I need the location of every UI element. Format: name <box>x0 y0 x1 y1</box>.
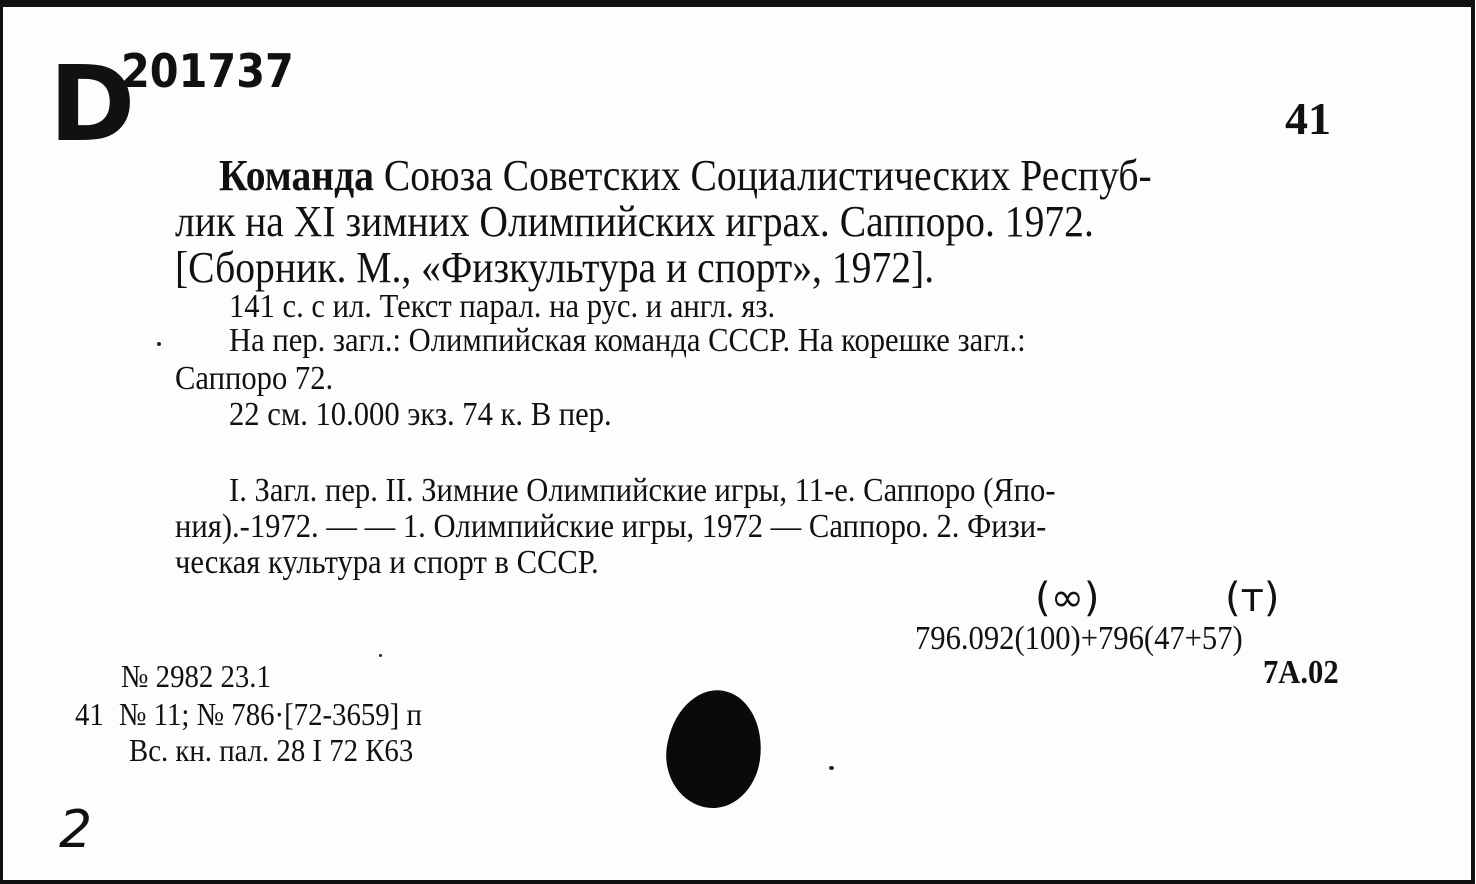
format-line: 22 см. 10.000 экз. 74 к. В пер. <box>229 396 612 433</box>
udc-code: 796.092(100)+796(47+57) <box>915 620 1243 657</box>
subjects-line-2: ния).-1972. — — 1. Олимпийские игры, 1972 — Саппоро. 2. Физи- <box>175 508 1047 545</box>
pages-line: 141 с. с ил. Текст парал. на рус. и англ. яз. <box>229 288 776 325</box>
registry-line-2: № 11; № 786·[72-3659] п <box>119 696 422 732</box>
registry-line-1: № 2982 23.1 <box>121 658 271 694</box>
title-line-1 <box>219 151 1152 200</box>
speck <box>379 654 382 657</box>
subjects-line-1: I. Загл. пер. II. Зимние Олимпийские игры, 11-е. Саппоро (Япо- <box>229 472 1056 509</box>
stamp-letter: D <box>49 43 134 165</box>
title-lead: Команда <box>219 151 374 200</box>
speck <box>157 342 161 346</box>
registry-line-3: Вс. кн. пал. 28 I 72 К63 <box>129 732 414 768</box>
bbk-code: 7А.02 <box>1263 654 1339 691</box>
title-line-3: [Сборник. М., «Физкультура и спорт», 1972]. <box>175 243 935 292</box>
card-number: 41 <box>1285 93 1331 144</box>
subjects-line-3: ческая культура и спорт в СССР. <box>175 544 599 581</box>
cover-title-line-2: Саппоро 72. <box>175 360 334 397</box>
handwritten-mark: 2 <box>59 800 93 860</box>
registry-line-2-prefix: 41 <box>75 696 104 732</box>
hand-note-1: (∞) <box>1035 575 1100 621</box>
hand-note-2: (т) <box>1225 575 1280 621</box>
top-border <box>3 4 1471 7</box>
title-line-1-rest: Союза Советских Социалистических Респуб- <box>373 151 1152 200</box>
stamp-number: 201737 <box>121 44 294 98</box>
title-line-2: лик на XI зимних Олимпийских играх. Саппоро. 1972. <box>175 197 1094 246</box>
cover-title-line-1: На пер. загл.: Олимпийская команда СССР. На корешке загл.: <box>229 322 1026 359</box>
speck <box>829 766 834 770</box>
punch-hole <box>659 684 769 814</box>
